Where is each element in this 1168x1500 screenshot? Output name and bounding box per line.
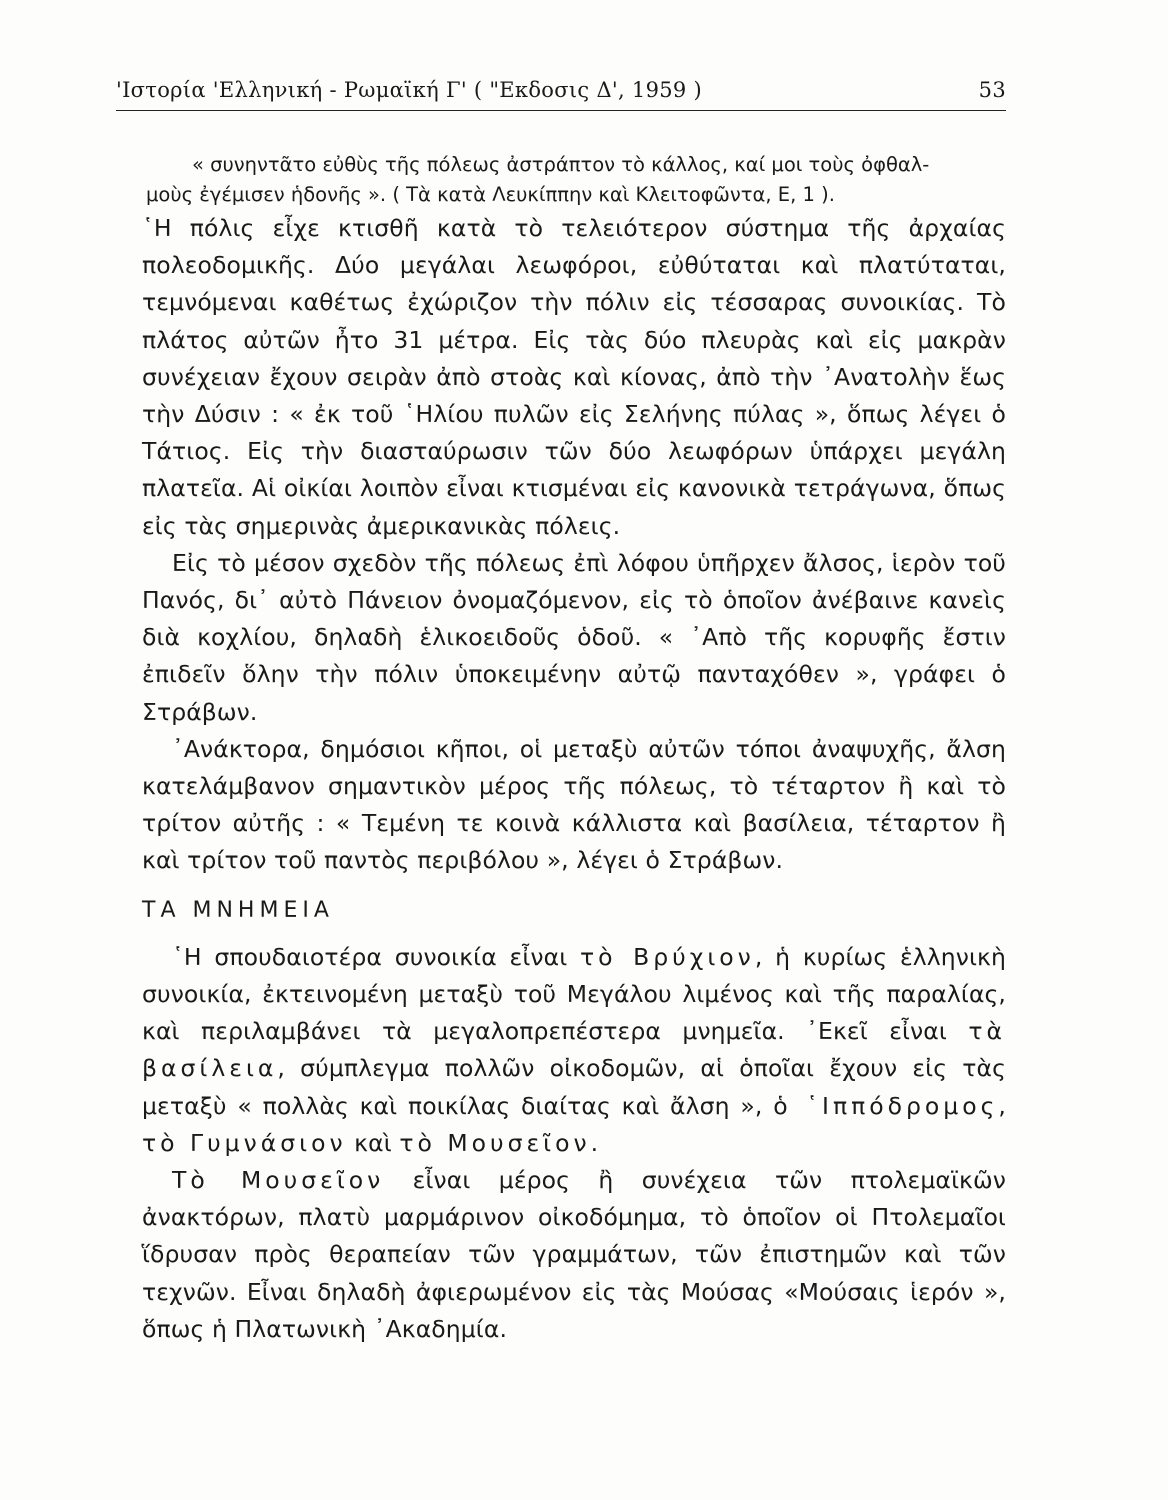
text-run: εἶναι μέρος ἢ συνέχεια τῶν πτολεμαϊκῶν ἀνακτόρων, πλατὺ μαρμάρινον οἰκοδόμημα, τὸ ὁποῖον οἱ Πτολεμαῖοι ἵδρυσαν πρὸς θεραπείαν τῶν γραμμάτων, τῶν ἐπιστημῶν καὶ τῶν τεχνῶν. Εἶναι δηλαδὴ ἀφιερωμένον εἰς τὰς Μούσας «Μούσαις ἱερόν », ὅπως ἡ Πλατωνικὴ ᾿Ακαδημία.: [142, 1166, 1006, 1343]
paragraph-brychion: [142, 939, 1006, 1162]
spaced-term: τὸ Βρύχιον: [579, 942, 755, 971]
text-run: ῾Η σπουδαιοτέρα συνοικία εἶναι: [172, 942, 580, 971]
spaced-term: ὁ ῾Ιππόδρομος: [773, 1091, 999, 1120]
paragraph-paneion: Εἰς τὸ μέσον σχεδὸν τῆς πόλεως ἐπὶ λόφου ὑπῆρχεν ἄλσος, ἱερὸν τοῦ Πανός, δι᾿ αὐτὸ Πάνειον ὀνομαζόμενον, εἰς τὸ ὁποῖον ἀνέβαινε κανεὶς διὰ κοχλίου, δηλαδὴ ἑλικοειδοῦς ὁδοῦ. « ᾿Απὸ τῆς κορυφῆς ἔστιν ἐπιδεῖν ὅλην τὴν πόλιν ὑποκειμένην αὐτῷ πανταχόθεν », γράφει ὁ Στράβων.: [142, 548, 1006, 726]
quote-line: « συνηντᾶτο εὐθὺς τῆς πόλεως ἀστράπτον τὸ κάλλος, καί μοι τοὺς ὀφθαλ-: [192, 153, 930, 176]
quote-line: μοὺς ἐγέμισεν ἡδονῆς ». ( Τὰ κατὰ Λευκίππην καὶ Κλειτοφῶντα, Ε, 1 ).: [146, 183, 835, 206]
text-run: .: [590, 1128, 599, 1157]
paragraph-city-plan: ῾Η πόλις εἶχε κτισθῆ κατὰ τὸ τελειότερον σύστημα τῆς ἀρχαίας πολεοδομικῆς. Δύο μεγάλαι λεωφόροι, εὐθύταται καὶ πλατύταται, τεμνόμεναι καθέτως ἐχώριζον τὴν πόλιν εἰς τέσσαρας συνοικίας. Τὸ πλάτος αὐτῶν ἦτο 31 μέτρα. Εἰς τὰς δύο πλευρὰς καὶ εἰς μακρὰν συνέχειαν ἔχουν σειρὰν ἀπὸ στοὰς καὶ κίονας, ἀπὸ τὴν ᾿Ανατολὴν ἕως τὴν Δύσιν : « ἐκ τοῦ ῾Ηλίου πυλῶν εἰς Σελήνης πύλας », ὅπως λέγει ὁ Τάτιος. Εἰς τὴν διασταύρωσιν τῶν δύο λεωφόρων ὑπάρχει μεγάλη πλατεῖα. Αἱ οἰκίαι λοιπὸν εἶναι κτισμέναι εἰς κανονικὰ τετράγωνα, ὅπως εἰς τὰς σημερινὰς ἀμερικανικὰς πόλεις.: [142, 214, 1006, 540]
text-run: καὶ: [346, 1128, 400, 1157]
spaced-term: τὰ βασίλεια: [142, 1017, 1006, 1083]
spaced-term: τὸ Γυμνάσιον: [142, 1128, 347, 1157]
paragraph-mouseion: [142, 1162, 1006, 1348]
opening-quote: [146, 150, 1006, 210]
paragraph-palaces: ᾿Ανάκτορα, δημόσιοι κῆποι, οἱ μεταξὺ αὐτῶν τόποι ἀναψυχῆς, ἄλση κατελάμβανον σημαντικὸν μέρος τῆς πόλεως, τὸ τέταρτον ἢ καὶ τὸ τρίτον αὐτῆς : « Τεμένη τε κοινὰ κάλλιστα καὶ βασίλεια, τέταρτον ἢ καὶ τρίτον τοῦ παντὸς περιβόλου », λέγει ὁ Στράβων.: [142, 734, 1006, 875]
running-header: [116, 74, 1006, 111]
spaced-term: Τὸ Μουσεῖον: [172, 1166, 385, 1195]
main-text: [142, 210, 1006, 1348]
header-title: 'Ιστορία 'Ελληνική - Ρωμαϊκή Γ' ( "Εκδοσις Δ', 1959 ): [116, 78, 703, 102]
section-heading: ΤΑ ΜΝΗΜΕΙΑ: [142, 897, 334, 923]
text-run: , σύμπλεγμα πολλῶν οἰκοδομῶν, αἱ ὁποῖαι ἔχουν εἰς τὰς μεταξὺ « πολλὰς καὶ ποικίλας διαίτας καὶ ἄλση »,: [142, 1054, 1006, 1120]
text-run: ,: [998, 1091, 1006, 1120]
page-number: 53: [978, 78, 1006, 102]
text-run: , ἡ κυρίως ἑλληνικὴ συνοικία, ἐκτεινομένη μεταξὺ τοῦ Μεγάλου λιμένος καὶ τῆς παραλίας, καὶ περιλαμβάνει τὰ μεγαλοπρεπέστερα μνημεῖα. ᾿Εκεῖ εἶναι: [142, 942, 1006, 1046]
spaced-term: τὸ Μουσεῖον: [399, 1128, 591, 1157]
